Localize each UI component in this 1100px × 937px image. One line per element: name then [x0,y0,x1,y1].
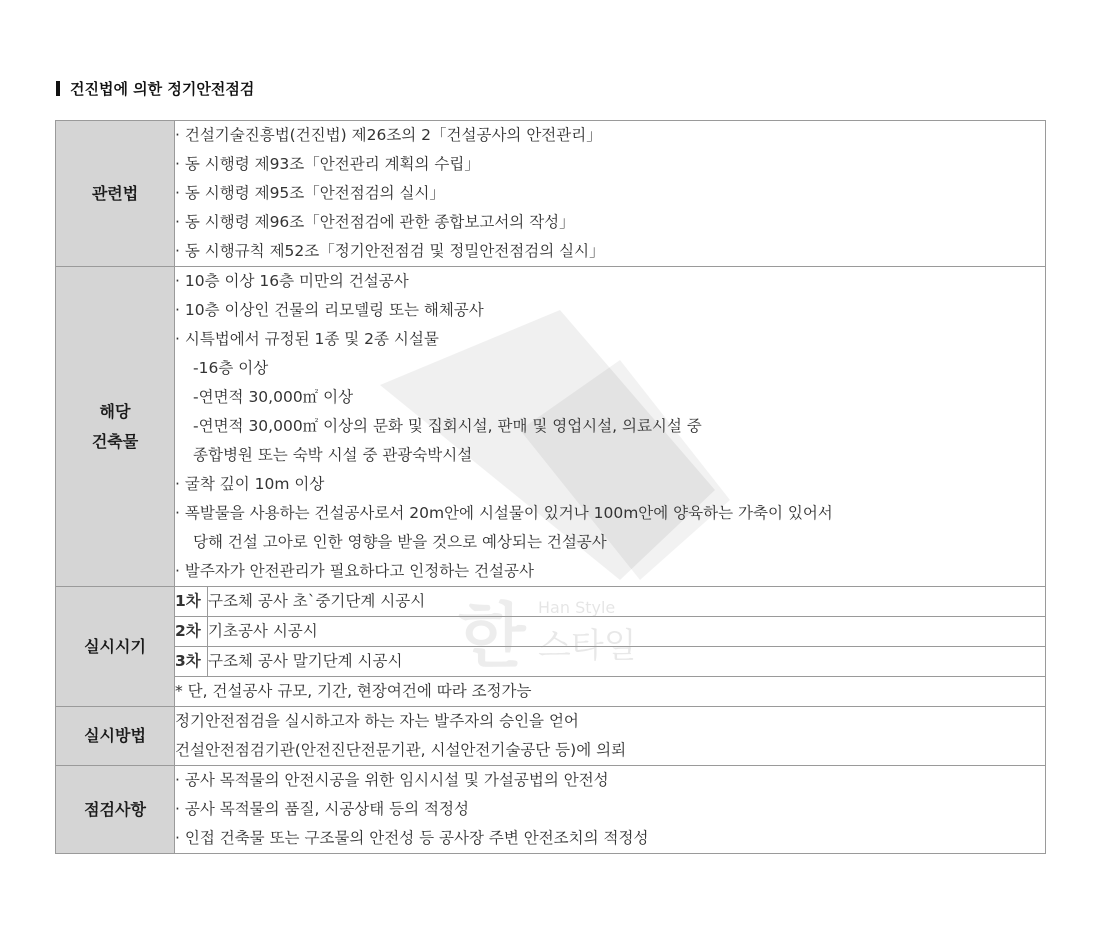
list-item: · 굴착 깊이 10m 이상 [175,475,325,493]
row-related-laws [56,121,1046,267]
list-item: 종합병원 또는 숙박 시설 중 관광숙박시설 [193,446,473,464]
title-bar-marker [56,81,60,96]
list-item: -연면적 30,000㎡ 이상 [193,388,354,406]
label-buildings-line1: 해당 [99,401,131,421]
table-row [175,587,1045,617]
row-timing [56,587,1046,707]
phase-label: 2차 [175,617,208,647]
row-buildings [56,267,1046,587]
list-item: · 동 시행령 제96조「안전점검에 관한 종합보고서의 작성」 [175,213,575,231]
phase-label: 3차 [175,647,208,677]
timing-inner-table [175,587,1045,706]
label-method: 실시방법 [56,707,175,766]
list-item: · 시특법에서 규정된 1종 및 2종 시설물 [175,330,439,348]
list-item: · 동 시행령 제93조「안전관리 계획의 수립」 [175,155,480,173]
label-inspection: 점검사항 [56,766,175,854]
inspection-table [55,120,1046,854]
phase-label: 1차 [175,587,208,617]
table-row [175,677,1045,707]
content-buildings [175,267,1046,587]
table-row [175,647,1045,677]
row-method [56,707,1046,766]
label-buildings-line2: 건축물 [91,431,139,451]
list-item: -16층 이상 [193,359,269,377]
watermark-ko: 스타일 [538,626,637,666]
label-buildings [56,267,175,587]
label-related-laws: 관련법 [56,121,175,267]
content-related-laws [175,121,1046,267]
list-item: · 발주자가 안전관리가 필요하다고 인정하는 건설공사 [175,562,534,580]
phase-text: 구조체 공사 초`중기단계 시공시 [208,587,1046,617]
content-inspection [175,766,1046,854]
list-item: · 인접 건축물 또는 구조물의 안전성 등 공사장 주변 안전조치의 적정성 [175,829,649,847]
list-item: · 공사 목적물의 품질, 시공상태 등의 적정성 [175,800,469,818]
list-item: · 동 시행규칙 제52조「정기안전점검 및 정밀안전점검의 실시」 [175,242,605,260]
list-item: 건설안전점검기관(안전진단전문기관, 시설안전기술공단 등)에 의뢰 [175,741,627,759]
phase-text: 기초공사 시공시 [208,617,1046,647]
list-item: -연면적 30,000㎡ 이상의 문화 및 집회시설, 판매 및 영업시설, 의료시설 중 [193,417,702,435]
list-item: · 건설기술진흥법(건진법) 제26조의 2「건설공사의 안전관리」 [175,126,602,144]
list-item: · 동 시행령 제95조「안전점검의 실시」 [175,184,446,202]
page-title-text: 건진법에 의한 정기안전점검 [70,79,255,98]
row-inspection [56,766,1046,854]
list-item: 당해 건설 고아로 인한 영향을 받을 것으로 예상되는 건설공사 [193,533,607,551]
table-row [175,617,1045,647]
watermark-han: 한 [458,595,526,677]
watermark-en: Han Style [538,598,616,617]
phase-text: 구조체 공사 말기단계 시공시 [208,647,1046,677]
list-item: 정기안전점검을 실시하고자 하는 자는 발주자의 승인을 얻어 [175,712,579,730]
list-item: · 10층 이상 16층 미만의 건설공사 [175,272,409,290]
timing-note: * 단, 건설공사 규모, 기간, 현장여건에 따라 조정가능 [175,682,532,700]
page-title [56,78,254,98]
list-item: · 10층 이상인 건물의 리모델링 또는 해체공사 [175,301,484,319]
list-item: · 공사 목적물의 안전시공을 위한 임시시설 및 가설공법의 안전성 [175,771,609,789]
list-item: · 폭발물을 사용하는 건설공사로서 20m안에 시설물이 있거나 100m안에 양육하는 가축이 있어서 [175,504,833,522]
content-method [175,707,1046,766]
label-timing: 실시시기 [56,587,175,707]
content-timing [175,587,1046,707]
